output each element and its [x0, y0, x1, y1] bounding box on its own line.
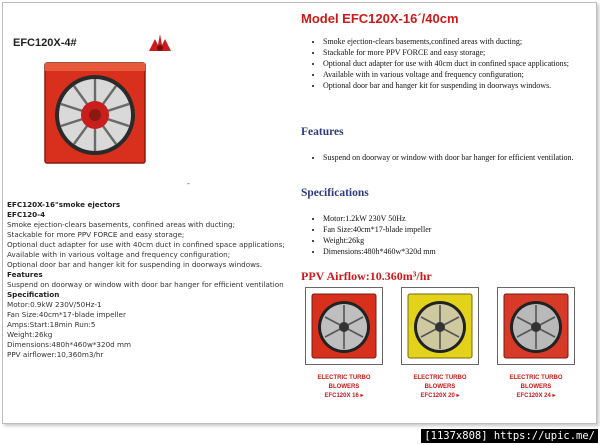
- desc-line: Dimensions:480h*460w*320d mm: [7, 340, 131, 349]
- brand-logo-icon: [147, 31, 173, 55]
- desc-line: Smoke ejection-clears basements, confined areas with ducting;: [7, 220, 236, 229]
- list-item: • Fan Size:40cm*17-blade impeller: [323, 225, 585, 235]
- list-item: • Optional door bar and hanger kit for suspending in doorways windows.: [323, 81, 585, 91]
- desc-line: PPV airflower:10,360m3/hr: [7, 350, 104, 359]
- product-card-efc120x-24[interactable]: [497, 287, 575, 401]
- list-item: • Dimensions:480h*460w*320d mm: [323, 247, 585, 257]
- desc-line: Weight:26kg: [7, 330, 53, 339]
- desc-heading: Specification: [7, 290, 60, 299]
- right-column: [297, 3, 597, 423]
- intro-bullet-list: [297, 37, 585, 92]
- list-item: • Suspend on doorway or window with door bar hanger for efficient ventilation.: [323, 153, 585, 163]
- features-bullet-list: [297, 153, 585, 164]
- desc-line: Motor:0.9kW 230V/50Hz-1: [7, 300, 102, 309]
- left-description: [7, 200, 292, 360]
- desc-line: Optional duct adapter for use with 40cm duct in confined space applications;: [7, 240, 285, 249]
- product-card-efc120x-20[interactable]: [401, 287, 479, 401]
- product-card-efc120x-16[interactable]: [305, 287, 383, 401]
- features-heading: Features: [301, 126, 344, 138]
- product-link[interactable]: ELECTRIC TURBO BLOWERS EFC120X 16 ▸: [317, 375, 371, 399]
- page-frame: [2, 2, 597, 424]
- list-item: • Weight:26kg: [323, 236, 585, 246]
- desc-line: Amps:Start:18min Run:5: [7, 320, 96, 329]
- desc-line: Fan Size:40cm*17-blade impeller: [7, 310, 126, 319]
- product-image-frame: [305, 287, 383, 365]
- list-item: • Optional duct adapter for use with 40cm duct in confined space applications;: [323, 59, 585, 69]
- product-link[interactable]: ELECTRIC TURBO BLOWERS EFC120X 24 ▸: [509, 375, 563, 399]
- blower-image: [503, 293, 569, 359]
- product-code-title: EFC120X-4#: [13, 37, 77, 49]
- desc-line: Stackable for more PPV FORCE and easy storage;: [7, 230, 185, 239]
- desc-line: Available with in various voltage and frequency configuration;: [7, 250, 231, 259]
- specifications-bullet-list: [297, 214, 585, 258]
- smoke-ejector-image: [43, 61, 147, 165]
- list-item: • Smoke ejection-clears basements,confined areas with ducting;: [323, 37, 585, 47]
- image-host-watermark: [1137x808] https://upic.me/: [421, 429, 598, 443]
- desc-line: Optional door bar and hanger kit for suspending in doorways windows.: [7, 260, 263, 269]
- specifications-heading: Specifications: [301, 187, 369, 199]
- desc-line: EFC120X-16"smoke ejectors: [7, 200, 121, 209]
- desc-line: EFC120-4: [7, 210, 46, 219]
- ppv-airflow-heading: PPV Airflow:10.360m³/hr: [301, 269, 432, 283]
- desc-heading: Features: [7, 270, 43, 279]
- product-link[interactable]: ELECTRIC TURBO BLOWERS EFC120X 20 ▸: [413, 375, 467, 399]
- desc-line: Suspend on doorway or window with door bar hanger for efficient ventilation: [7, 280, 284, 289]
- product-image-frame: [497, 287, 575, 365]
- list-item: • Available with in various voltage and frequency configuration;: [323, 70, 585, 80]
- blower-image: [311, 293, 377, 359]
- list-item: • Stackable for more PPV FORCE and easy storage;: [323, 48, 585, 58]
- model-title: Model EFC120X-16´/40cm: [301, 11, 459, 26]
- blower-image: [407, 293, 473, 359]
- image-caption-dash: -: [187, 179, 190, 188]
- left-column: [7, 3, 292, 423]
- list-item: • Motor:1.2kW 230V 50Hz: [323, 214, 585, 224]
- product-image-frame: [401, 287, 479, 365]
